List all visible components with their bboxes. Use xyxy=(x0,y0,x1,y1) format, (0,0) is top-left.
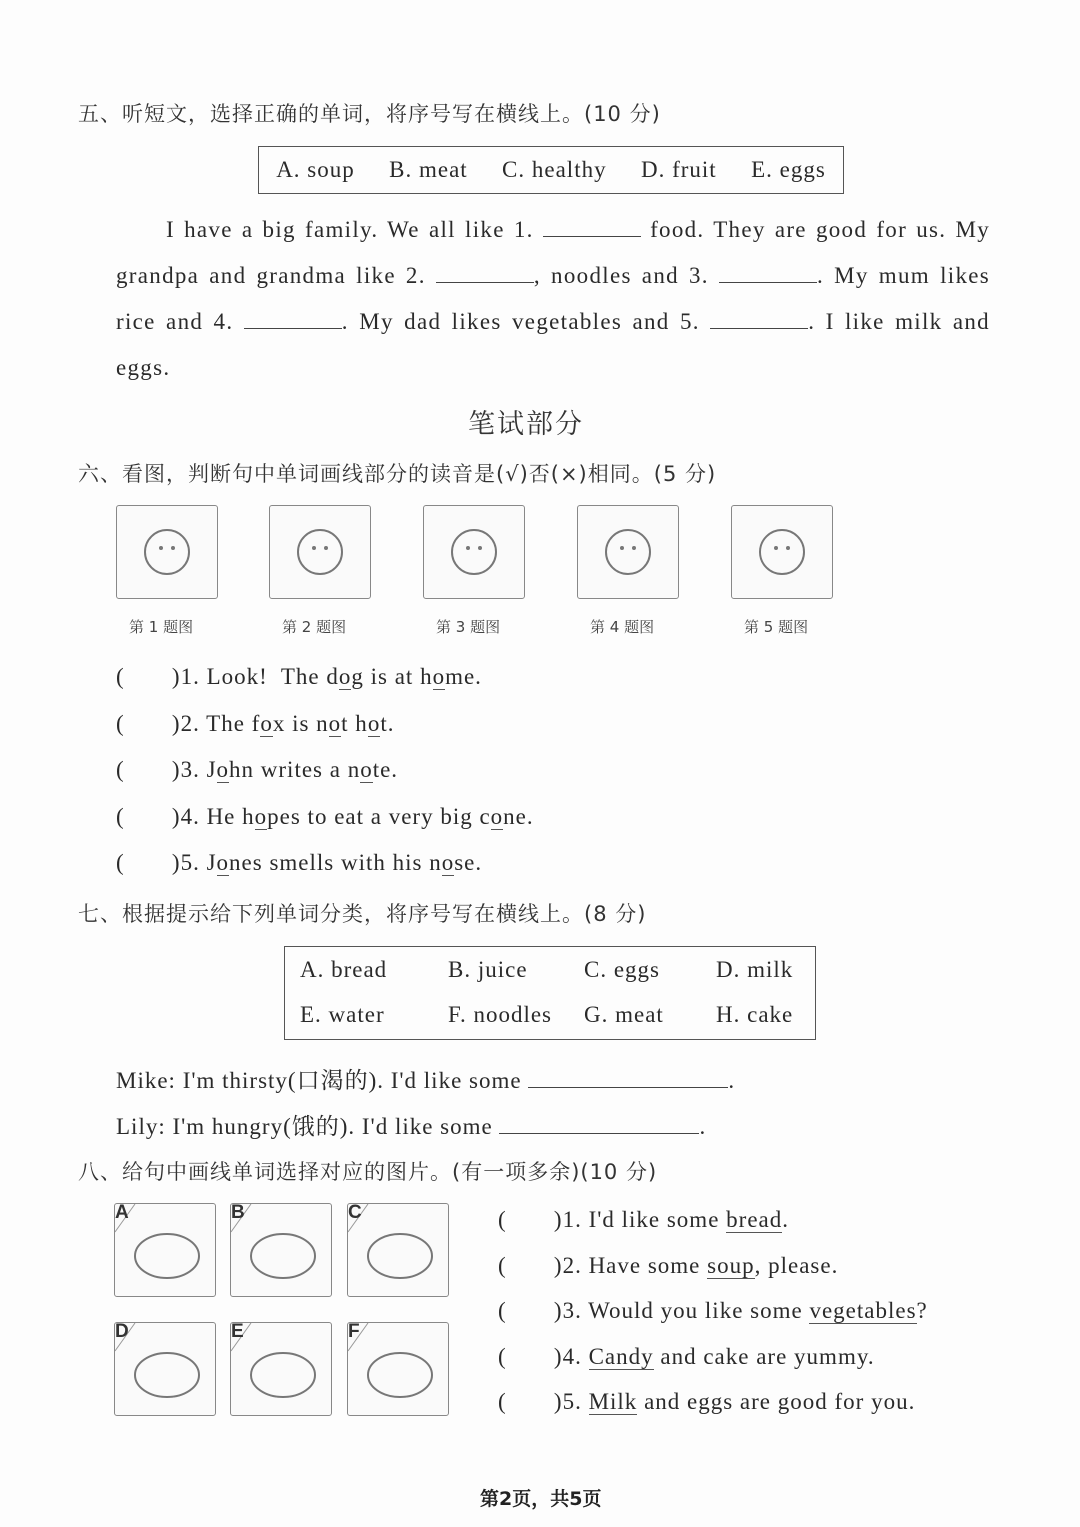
underlined-part: vegetables xyxy=(809,1298,917,1323)
sentence-text: ( )2. The f xyxy=(116,710,261,736)
sentence-text: nes smells with his n xyxy=(229,850,442,875)
underlined-part: o xyxy=(216,850,230,875)
underlined-part: o xyxy=(216,757,230,782)
option-label: C xyxy=(348,1202,362,1223)
option-label: A xyxy=(115,1202,129,1223)
underlined-part: o xyxy=(260,710,273,736)
sentence-text: Mike: I'm thirsty(口渴的). I'd like some xyxy=(116,1068,522,1093)
underlined-part: o xyxy=(328,710,342,736)
picture-3 xyxy=(423,505,525,599)
underlined-part: o xyxy=(432,664,446,689)
lily-answer-blank[interactable] xyxy=(499,1113,699,1134)
sentence-text: ( )5. xyxy=(498,1389,589,1414)
picture-caption: 第 4 题图 xyxy=(590,618,655,636)
option: E. eggs xyxy=(751,157,826,182)
underlined-part: Milk xyxy=(588,1389,638,1414)
section8-heading: 八、给句中画线单词选择对应的图片。(有一项多余)(10 分) xyxy=(78,1160,658,1184)
picture-caption: 第 1 题图 xyxy=(129,618,194,636)
underlined-part: o xyxy=(338,664,352,689)
food-illustration-icon xyxy=(115,1323,215,1415)
option: A. soup xyxy=(276,157,355,182)
picture-4 xyxy=(577,505,679,599)
section6-heading: 六、看图，判断句中单词画线部分的读音是(√)否(×)相同。(5 分) xyxy=(78,462,717,486)
option: C. eggs xyxy=(584,957,660,982)
option: A. bread xyxy=(300,957,388,982)
answer-blank-1[interactable] xyxy=(543,216,641,237)
answer-blank-5[interactable] xyxy=(710,308,808,329)
answer-blank-3[interactable] xyxy=(719,262,817,283)
sentence-text: g is at h xyxy=(351,664,433,689)
illustration-icon xyxy=(270,506,370,598)
sentence-text: me. xyxy=(445,664,482,689)
option: D. fruit xyxy=(640,157,717,182)
option-label: F xyxy=(348,1321,360,1342)
underlined-part: o xyxy=(254,803,268,829)
illustration-icon xyxy=(424,506,524,598)
written-part-title: 笔试部分 xyxy=(468,409,584,440)
illustration-icon xyxy=(578,506,678,598)
food-illustration-icon xyxy=(348,1323,448,1415)
picture-option-F[interactable] xyxy=(347,1322,449,1416)
underlined-part: o xyxy=(490,803,504,829)
option-label: E xyxy=(231,1321,244,1342)
mike-sentence: Mike: I'm thirsty(口渴的). I'd like some . xyxy=(116,1068,736,1093)
option-label: D xyxy=(115,1321,129,1342)
sentence-text: ( )3. Would you like some xyxy=(498,1298,810,1323)
match-question-5 xyxy=(498,1389,915,1415)
picture-option-B[interactable] xyxy=(230,1203,332,1297)
food-illustration-icon xyxy=(348,1204,448,1296)
sentence-text: hn writes a n xyxy=(229,757,361,782)
passage-text: I have a big family. We all like 1. xyxy=(166,217,534,242)
sentence-text: ( )4. He h xyxy=(116,803,255,829)
sentence-text: se. xyxy=(454,850,483,875)
food-illustration-icon xyxy=(115,1204,215,1296)
sentence-text: te. xyxy=(372,757,399,782)
sentence-text: Lily: I'm hungry(饿的). I'd like some xyxy=(116,1114,493,1139)
sentence-text: pes to eat a very big c xyxy=(267,803,491,829)
passage-text: . My mum likes rice and 4. xyxy=(116,263,991,334)
picture-caption: 第 2 题图 xyxy=(282,618,347,636)
passage-text: food. They are good for us. My grandpa and grandma like 2. xyxy=(116,217,990,288)
sentence-text: and cake are yummy. xyxy=(653,1343,875,1369)
picture-option-C[interactable] xyxy=(347,1203,449,1297)
food-illustration-icon xyxy=(231,1204,331,1296)
match-question-1 xyxy=(498,1207,789,1233)
question-2 xyxy=(116,711,394,737)
section7-heading: 七、根据提示给下列单词分类，将序号写在横线上。(8 分) xyxy=(78,902,647,926)
match-question-3 xyxy=(498,1298,928,1324)
page-footer: 第2页，共5页 xyxy=(480,1488,602,1510)
question-4 xyxy=(116,804,534,830)
sentence-text: t. xyxy=(380,710,395,736)
option-label: B xyxy=(231,1202,245,1223)
picture-5 xyxy=(731,505,833,599)
illustration-icon xyxy=(117,506,217,598)
section5-heading: 五、听短文，选择正确的单词，将序号写在横线上。(10 分) xyxy=(78,102,661,126)
match-question-4 xyxy=(498,1344,875,1370)
picture-option-E[interactable] xyxy=(230,1322,332,1416)
picture-option-D[interactable] xyxy=(114,1322,216,1416)
sentence-text: ? xyxy=(916,1298,928,1323)
question-1 xyxy=(116,664,482,690)
sentence-text: ( )1. I'd like some xyxy=(498,1207,727,1232)
food-illustration-icon xyxy=(231,1323,331,1415)
question-3 xyxy=(116,757,398,783)
underlined-part: o xyxy=(441,850,455,875)
underlined-part: o xyxy=(367,710,381,736)
passage xyxy=(116,207,990,391)
sentence-text: and eggs are good for you. xyxy=(637,1389,916,1414)
option: F. noodles xyxy=(448,1002,552,1027)
underlined-part: bread xyxy=(726,1207,783,1232)
answer-blank-4[interactable] xyxy=(244,308,342,329)
option: D. milk xyxy=(716,957,794,982)
answer-blank-2[interactable] xyxy=(436,262,534,283)
option: E. water xyxy=(300,1002,385,1027)
illustration-icon xyxy=(732,506,832,598)
picture-2 xyxy=(269,505,371,599)
sentence-text: x is n xyxy=(272,710,329,736)
sentence-text: ( )2. Have some xyxy=(498,1252,708,1278)
option: B. juice xyxy=(448,957,528,982)
underlined-part: soup xyxy=(707,1252,755,1278)
option: G. meat xyxy=(584,1002,664,1027)
passage-text: . My dad likes vegetables and 5. xyxy=(341,309,700,334)
picture-caption: 第 5 题图 xyxy=(744,618,809,636)
picture-caption: 第 3 题图 xyxy=(436,618,501,636)
sentence-text: . xyxy=(782,1207,789,1232)
passage-text: , noodles and 3. xyxy=(533,263,709,288)
match-question-2 xyxy=(498,1253,838,1279)
sentence-text: , please. xyxy=(754,1252,839,1278)
sentence-text: ne. xyxy=(503,803,534,829)
option: H. cake xyxy=(716,1002,794,1027)
sentence-text: ( )4. xyxy=(498,1343,589,1369)
sentence-text: t h xyxy=(341,710,368,736)
underlined-part: Candy xyxy=(588,1343,654,1369)
lily-sentence: Lily: I'm hungry(饿的). I'd like some . xyxy=(116,1114,707,1139)
sentence-text: ( )1. Look! The d xyxy=(116,664,339,689)
sentence-text: ( )5. J xyxy=(116,850,217,875)
mike-answer-blank[interactable] xyxy=(528,1067,728,1088)
word-bank-7 xyxy=(284,946,816,1040)
picture-1 xyxy=(116,505,218,599)
question-5 xyxy=(116,850,482,876)
word-bank-5 xyxy=(258,146,844,194)
option: B. meat xyxy=(389,157,468,182)
sentence-text: ( )3. J xyxy=(116,757,217,782)
underlined-part: o xyxy=(360,757,373,782)
picture-option-A[interactable] xyxy=(114,1203,216,1297)
passage-text: . I like milk and eggs. xyxy=(116,309,990,380)
option: C. healthy xyxy=(502,157,607,182)
